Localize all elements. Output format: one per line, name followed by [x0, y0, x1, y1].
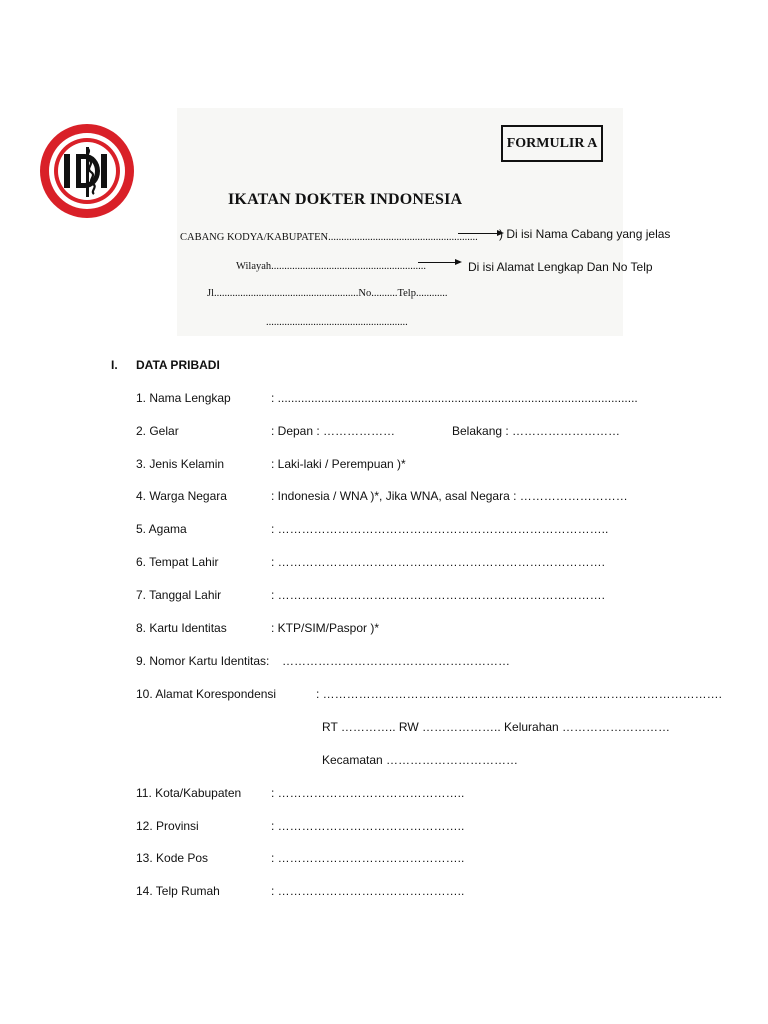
section-number: I. [111, 358, 118, 372]
field-label: 8. Kartu Identitas [136, 621, 227, 635]
field-label: 7. Tanggal Lahir [136, 588, 222, 602]
field-value[interactable]: : ………………………………………………………………………. [271, 588, 606, 602]
cabang-note: ) Di isi Nama Cabang yang jelas [499, 227, 671, 241]
field-label: 4. Warga Negara [136, 489, 227, 503]
cabang-line: CABANG KODYA/KABUPATEN......................................................... [180, 232, 478, 243]
wilayah-line: Wilayah........................................................... [236, 261, 427, 272]
field-label: 3. Jenis Kelamin [136, 457, 225, 471]
field-value[interactable]: : ……………………………………………………………………….. [271, 522, 609, 536]
wilayah-note: Di isi Alamat Lengkap Dan No Telp [468, 260, 653, 274]
field-value[interactable]: : ……………………………………….. [271, 786, 465, 800]
field-label: 14. Telp Rumah [136, 884, 220, 898]
field-label: 9. Nomor Kartu Identitas: [136, 654, 270, 668]
field-label: 1. Nama Lengkap [136, 391, 231, 405]
field-label: 2. Gelar [136, 424, 179, 438]
idi-logo [38, 121, 136, 221]
field-label: 10. Alamat Korespondensi [136, 687, 277, 701]
field-value[interactable]: RT ………….. RW ……………….. Kelurahan ……………………… [322, 720, 671, 734]
field-value[interactable]: : ………………………………………………………………………………………. [316, 687, 723, 701]
field-value[interactable]: : ………………………………………………………………………. [271, 555, 606, 569]
field-value[interactable]: : ……………………………………….. [271, 819, 465, 833]
field-label: 11. Kota/Kabupaten [136, 786, 242, 800]
arrow-right-icon [418, 262, 460, 263]
field-value[interactable]: : ……………………………………….. [271, 851, 465, 865]
arrow-right-icon [458, 233, 502, 234]
field-label: 12. Provinsi [136, 819, 199, 833]
jl-line: Jl.......................................................No..........Telp............ [207, 288, 448, 299]
extra-line: ...................................................... [266, 317, 408, 328]
field-label: 13. Kode Pos [136, 851, 209, 865]
field-label: 6. Tempat Lahir [136, 555, 219, 569]
form-label-box [501, 125, 603, 162]
field-value[interactable]: : KTP/SIM/Paspor )* [271, 621, 380, 635]
section-title: DATA PRIBADI [136, 358, 220, 372]
field-value[interactable]: : Laki-laki / Perempuan )* [271, 457, 406, 471]
field-label: 5. Agama [136, 522, 187, 536]
field-value[interactable]: : ……………………………………….. [271, 884, 465, 898]
form-label: FORMULIR A [506, 135, 598, 151]
organization-name: IKATAN DOKTER INDONESIA [228, 191, 463, 208]
field-value[interactable]: ………………………………………………… [282, 654, 510, 668]
field-value[interactable]: : Depan : ……………… [271, 424, 396, 438]
field-value[interactable]: Kecamatan …………………………… [322, 753, 519, 767]
field-value[interactable]: : Indonesia / WNA )*, Jika WNA, asal Negara : ……………………… [271, 489, 628, 503]
field-value[interactable]: : ............................................................................................................ [271, 391, 638, 405]
field-extra[interactable]: Belakang : ……………………… [452, 424, 621, 438]
